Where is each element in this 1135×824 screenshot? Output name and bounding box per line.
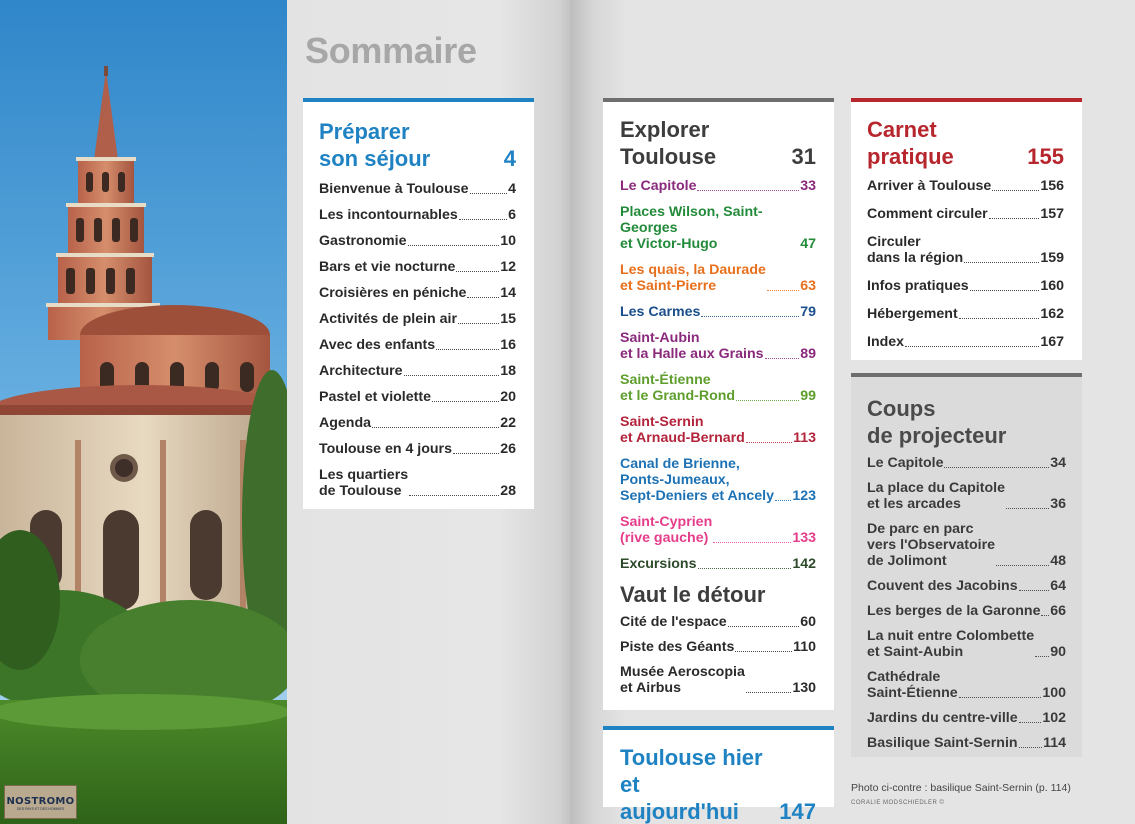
dot-leader: [713, 542, 791, 543]
toc-entry-page: 18: [500, 363, 516, 379]
toc-entry-label: Index: [867, 334, 905, 350]
toc-entry-label: De parc en parc vers l'Observatoire de Jolimont: [867, 521, 995, 569]
toc-entry-label: Les berges de la Garonne: [867, 603, 1041, 619]
toc-entry-label: Cité de l'espace: [620, 614, 727, 630]
toc-entry[interactable]: [620, 414, 816, 446]
toc-list-detour: [620, 614, 816, 696]
toc-list: [319, 181, 516, 499]
toc-entry-page: 99: [800, 388, 816, 404]
toc-entry-label: Le Capitole: [867, 455, 944, 471]
toc-entry-label: Cathédrale Saint-Étienne: [867, 669, 958, 701]
dot-leader: [970, 290, 1040, 291]
toc-entry-label: Canal de Brienne, Ponts-Jumeaux, Sept-Deniers et Ancely: [620, 456, 775, 504]
toc-entry[interactable]: [620, 614, 816, 630]
toc-entry-page: 6: [508, 207, 516, 223]
dot-leader: [944, 467, 1049, 468]
toc-entry-label: Couvent des Jacobins: [867, 578, 1018, 594]
toc-entry[interactable]: [620, 178, 816, 194]
dot-leader: [698, 568, 792, 569]
toc-entry-label: Saint-Étienne et le Grand-Rond: [620, 372, 736, 404]
dot-leader: [1035, 656, 1049, 657]
toc-entry-page: 162: [1040, 306, 1064, 322]
section-title: Toulouse hier et aujourd'hui: [620, 745, 763, 824]
dot-leader: [470, 193, 508, 194]
toc-entry[interactable]: [867, 480, 1066, 512]
dot-leader: [964, 262, 1039, 263]
page-title: Sommaire: [305, 30, 477, 71]
toc-entry[interactable]: [620, 262, 816, 294]
toc-entry-page: 102: [1042, 710, 1066, 726]
section-header[interactable]: [319, 118, 516, 172]
toc-entry-page: 10: [500, 233, 516, 249]
toc-entry-label: Jardins du centre-ville: [867, 710, 1018, 726]
toc-entry-label: Musée Aeroscopia et Airbus: [620, 664, 745, 696]
toc-entry-label: Saint-Cyprien (rive gauche): [620, 514, 713, 546]
toc-entry[interactable]: [319, 415, 516, 431]
toc-entry-page: 114: [1043, 735, 1066, 751]
dot-leader: [459, 219, 507, 220]
toc-entry-page: 123: [792, 488, 816, 504]
toc-entry-page: 15: [500, 311, 516, 327]
section-page: 31: [791, 144, 816, 169]
logo-sub-text: DES PAYS ET DES HOMMES: [16, 807, 65, 811]
toc-entry[interactable]: [867, 334, 1064, 350]
toc-entry-page: 159: [1040, 250, 1064, 266]
toc-entry-label: Pastel et violette: [319, 389, 431, 405]
toc-entry-page: 79: [800, 304, 816, 320]
toc-entry-label: Les incontournables: [319, 207, 458, 223]
toc-entry-page: 89: [800, 346, 816, 362]
toc-entry[interactable]: [620, 456, 816, 504]
section-header[interactable]: [867, 116, 1064, 170]
photo-credit: CORALIE MODSCHIEDLER ©: [851, 800, 945, 806]
toc-entry-label: Les Carmes: [620, 304, 701, 320]
logo-main-text: NOSTROMO: [6, 796, 75, 807]
toc-entry-page: 33: [800, 178, 816, 194]
toc-entry-label: Bars et vie nocturne: [319, 259, 456, 275]
toc-entry[interactable]: [867, 603, 1066, 619]
toc-entry[interactable]: [620, 639, 816, 655]
toc-entry-label: Piste des Géants: [620, 639, 735, 655]
toc-entry-label: Comment circuler: [867, 206, 988, 222]
toc-entry-page: 63: [800, 278, 816, 294]
toc-entry-page: 100: [1042, 685, 1066, 701]
dot-leader: [1006, 508, 1049, 509]
dot-leader: [959, 697, 1042, 698]
toc-entry[interactable]: [867, 735, 1066, 751]
toc-entry-page: 60: [800, 614, 816, 630]
toc-entry[interactable]: [867, 178, 1064, 194]
dot-leader: [775, 500, 791, 501]
toc-entry-label: Bienvenue à Toulouse: [319, 181, 469, 197]
toc-entry-page: 47: [800, 236, 816, 252]
toc-entry-page: 90: [1050, 644, 1066, 660]
toc-entry-page: 156: [1040, 178, 1064, 194]
dot-leader: [453, 453, 499, 454]
toc-entry-label: Places Wilson, Saint-Georges et Victor-Hugo: [620, 204, 763, 252]
toc-entry-page: 142: [792, 556, 816, 572]
detour-heading: Vaut le détour: [620, 582, 766, 607]
toc-entry-page: 26: [500, 441, 516, 457]
toc-entry[interactable]: [319, 233, 516, 249]
toc-entry-label: Agenda: [319, 415, 372, 431]
toc-entry-label: Arriver à Toulouse: [867, 178, 992, 194]
toc-section-coups: [851, 373, 1082, 757]
toc-section-explorer: [603, 98, 834, 710]
toc-entry-label: Hébergement: [867, 306, 958, 322]
toc-entry-label: Les quais, la Daurade et Saint-Pierre: [620, 262, 766, 294]
toc-entry-label: Croisières en péniche: [319, 285, 467, 301]
dot-leader: [1019, 590, 1050, 591]
dot-leader: [697, 190, 799, 191]
section-page: 155: [1027, 144, 1064, 169]
toc-entry-label: Infos pratiques: [867, 278, 969, 294]
dot-leader: [432, 401, 499, 402]
toc-entry[interactable]: [319, 389, 516, 405]
dot-leader: [372, 427, 499, 428]
dot-leader: [458, 323, 499, 324]
toc-entry[interactable]: [620, 556, 816, 572]
photo-caption: Photo ci-contre : basilique Saint-Sernin (p. 114): [851, 782, 1071, 794]
toc-entry[interactable]: [319, 363, 516, 379]
section-header[interactable]: [620, 116, 816, 170]
toc-entry-label: Architecture: [319, 363, 403, 379]
dot-leader: [701, 316, 799, 317]
dot-leader: [728, 626, 800, 627]
toc-entry-label: Activités de plein air: [319, 311, 457, 327]
toc-entry[interactable]: [319, 285, 516, 301]
toc-entry[interactable]: [867, 234, 1064, 266]
toc-entry[interactable]: [620, 372, 816, 404]
nostromo-logo: [4, 785, 77, 819]
section-title: Carnet pratique: [867, 117, 954, 169]
dot-leader: [746, 442, 792, 443]
toc-list: [867, 455, 1066, 751]
toc-entry[interactable]: [867, 455, 1066, 471]
toc-entry-page: 28: [500, 483, 516, 499]
toc-entry-page: 20: [500, 389, 516, 405]
toc-entry[interactable]: [319, 259, 516, 275]
toc-entry-label: Saint-Sernin et Arnaud-Bernard: [620, 414, 745, 446]
dot-leader: [456, 271, 499, 272]
dot-leader: [408, 245, 500, 246]
toc-entry-page: 22: [500, 415, 516, 431]
section-page: 4: [503, 146, 516, 171]
toc-section-carnet: [851, 98, 1082, 360]
toc-entry-label: Toulouse en 4 jours: [319, 441, 452, 457]
toc-entry[interactable]: [867, 628, 1066, 660]
toc-entry[interactable]: [620, 330, 816, 362]
toc-section-hier: [603, 726, 834, 824]
section-title: Explorer Toulouse: [620, 117, 717, 169]
dot-leader: [746, 692, 791, 693]
basilica-illustration: [0, 0, 287, 824]
toc-entry-page: 14: [500, 285, 516, 301]
toc-entry-page: 12: [500, 259, 516, 275]
dot-leader: [436, 349, 499, 350]
toc-entry-label: Gastronomie: [319, 233, 407, 249]
toc-entry-page: 157: [1040, 206, 1064, 222]
dot-leader: [1041, 615, 1049, 616]
toc-entry-page: 64: [1050, 578, 1066, 594]
toc-entry-label: Avec des enfants: [319, 337, 436, 353]
toc-entry[interactable]: [867, 669, 1066, 701]
toc-entry[interactable]: [867, 710, 1066, 726]
dot-leader: [404, 375, 500, 376]
toc-entry-page: 36: [1050, 496, 1066, 512]
toc-entry[interactable]: [319, 181, 516, 197]
toc-entry[interactable]: [319, 337, 516, 353]
dot-leader: [1019, 722, 1042, 723]
dot-leader: [989, 218, 1040, 219]
toc-list: [620, 178, 816, 572]
toc-entry-label: Les quartiers de Toulouse: [319, 467, 409, 499]
toc-entry-page: 110: [793, 639, 816, 655]
basilica-photo: [0, 0, 287, 824]
section-page: 147: [779, 799, 816, 824]
toc-entry-label: Circuler dans la région: [867, 234, 964, 266]
toc-entry[interactable]: [867, 206, 1064, 222]
dot-leader: [467, 297, 499, 298]
dot-leader: [767, 290, 799, 291]
toc-entry[interactable]: [319, 311, 516, 327]
toc-entry[interactable]: [620, 514, 816, 546]
toc-entry-label: Saint-Aubin et la Halle aux Grains: [620, 330, 764, 362]
toc-entry[interactable]: [620, 664, 816, 696]
toc-entry[interactable]: [867, 306, 1064, 322]
toc-list: [867, 178, 1064, 350]
toc-entry[interactable]: [319, 207, 516, 223]
toc-entry[interactable]: [867, 521, 1066, 569]
dot-leader: [992, 190, 1039, 191]
toc-entry-page: 167: [1040, 334, 1064, 350]
toc-entry[interactable]: [319, 441, 516, 457]
dot-leader: [905, 346, 1039, 347]
toc-entry-label: La place du Capitole et les arcades: [867, 480, 1005, 512]
toc-entry-page: 48: [1050, 553, 1066, 569]
dot-leader: [959, 318, 1040, 319]
toc-entry[interactable]: [867, 278, 1064, 294]
toc-section-preparer: [303, 98, 534, 509]
toc-entry[interactable]: [867, 578, 1066, 594]
toc-entry[interactable]: [620, 304, 816, 320]
toc-entry-label: Le Capitole: [620, 178, 697, 194]
toc-entry[interactable]: [620, 204, 816, 252]
toc-entry-label: La nuit entre Colombette et Saint-Aubin: [867, 628, 1035, 660]
toc-entry-page: 16: [500, 337, 516, 353]
toc-entry-page: 4: [508, 181, 516, 197]
toc-entry-page: 133: [792, 530, 816, 546]
dot-leader: [996, 565, 1049, 566]
section-title: Préparer son séjour: [319, 119, 431, 171]
toc-entry-page: 34: [1050, 455, 1066, 471]
toc-entry-page: 160: [1040, 278, 1064, 294]
dot-leader: [736, 400, 799, 401]
dot-leader: [735, 651, 792, 652]
section-header[interactable]: [620, 744, 816, 824]
toc-entry-page: 66: [1050, 603, 1066, 619]
dot-leader: [1019, 747, 1043, 748]
toc-entry-label: Excursions: [620, 556, 697, 572]
dot-leader: [765, 358, 800, 359]
toc-entry-page: 130: [792, 680, 816, 696]
section-header: [867, 395, 1066, 449]
toc-entry-label: Basilique Saint-Sernin: [867, 735, 1018, 751]
toc-entry-page: 113: [793, 430, 816, 446]
toc-entry[interactable]: [319, 467, 516, 499]
dot-leader: [409, 495, 499, 496]
section-title: Coups de projecteur: [867, 396, 1007, 448]
